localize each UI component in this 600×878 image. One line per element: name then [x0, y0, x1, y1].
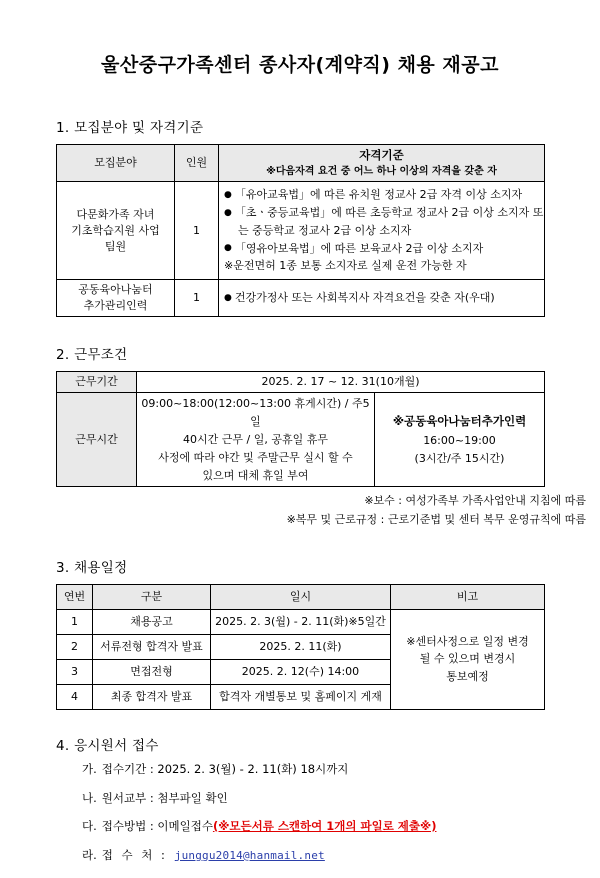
item-value: 2025. 2. 3(월) - 2. 11(화) 18시까지 — [157, 762, 349, 777]
criteria-line-continuation: 는 중등학교 정교사 2급 이상 소지자 — [238, 223, 412, 237]
list-item-application-period — [82, 764, 600, 793]
work-hours-line: 40시간 근무 / 일, 공휴일 휴무 — [183, 432, 328, 446]
schedule-datetime-4: 합격자 개별통보 및 홈페이지 게재 — [211, 684, 391, 709]
section-4-heading: 4. 응시원서 접수 — [56, 737, 159, 754]
column-header-no: 연번 — [57, 584, 93, 609]
criteria-line — [224, 204, 544, 222]
table-row — [57, 393, 545, 487]
criteria-header-sub: ※다음자격 요건 중 어느 하나 이상의 자격을 갖춘 자 — [266, 166, 497, 178]
column-header-division: 구분 — [93, 584, 211, 609]
work-conditions-table — [56, 371, 545, 487]
criteria-line — [224, 289, 541, 307]
field-name-cell-1 — [57, 182, 175, 280]
remarks-line: 통보예정 — [446, 670, 489, 684]
work-hours-secondary-role — [375, 393, 545, 487]
bullet-icon: ● — [224, 207, 232, 218]
section-2-heading: 2. 근무조건 — [56, 347, 128, 364]
criteria-line — [224, 186, 541, 204]
item-marker: 다. — [82, 819, 97, 834]
table-row — [57, 372, 545, 393]
table-header-row — [57, 584, 545, 609]
field-line: 팀원 — [104, 239, 127, 253]
item-marker: 라. — [82, 847, 97, 862]
schedule-division-3: 면접전형 — [93, 659, 211, 684]
schedule-datetime-1: 2025. 2. 3(월) - 2. 11(화)※5일간 — [211, 609, 391, 634]
bullet-icon: ● — [224, 292, 232, 303]
table-row — [57, 609, 545, 634]
schedule-no-3: 3 — [57, 659, 93, 684]
item-label: 접수방법 : — [101, 819, 154, 834]
work-conditions-notes — [0, 487, 600, 528]
list-item-form-distribution — [82, 790, 600, 822]
bullet-icon: ● — [224, 243, 232, 254]
note-line-regulations: ※복무 및 근로규정 : 근로기준법 및 센터 복무 운영규칙에 따름 — [286, 512, 586, 526]
field-line: 공동육아나눔터 — [78, 283, 153, 297]
field-name-cell-2 — [57, 280, 175, 317]
table-header-row — [57, 144, 545, 181]
list-item-submission-address — [82, 847, 600, 878]
field-count-cell-1: 1 — [175, 182, 219, 280]
field-line: 기초학습지원 사업 — [71, 223, 160, 237]
section-3-heading: 3. 채용일정 — [56, 559, 128, 576]
schedule-division-4: 최종 합격자 발표 — [93, 684, 211, 709]
field-line: 추가관리인력 — [83, 299, 148, 313]
work-hours-line: 있으며 대체 휴일 부여 — [202, 468, 309, 482]
item-marker: 가. — [82, 762, 97, 777]
remarks-line: ※센터사정으로 일정 변경 — [406, 634, 529, 648]
recruitment-schedule-table — [56, 584, 545, 710]
criteria-cell-1 — [219, 182, 545, 280]
table-row — [57, 280, 545, 317]
column-header-remarks: 비고 — [391, 584, 545, 609]
criteria-text: 「영유아보육법」에 따른 보육교사 2급 이상 소지자 — [234, 241, 484, 255]
schedule-no-2: 2 — [57, 634, 93, 659]
column-header-field: 모집분야 — [57, 144, 175, 181]
list-item-submission-method — [82, 821, 600, 850]
field-line: 다문화가족 자녀 — [76, 207, 155, 221]
item-label: 원서교부 : — [101, 790, 154, 805]
page-title: 울산중구가족센터 종사자(계약직) 채용 재공고 — [101, 54, 499, 76]
item-marker: 나. — [82, 790, 97, 805]
application-details-list — [0, 754, 600, 878]
table-row — [57, 182, 545, 280]
schedule-no-4: 4 — [57, 684, 93, 709]
section-1-heading: 1. 모집분야 및 자격기준 — [56, 119, 204, 136]
bullet-icon: ● — [224, 189, 232, 200]
item-label: 접 수 처 : — [101, 847, 168, 862]
field-count-cell-2: 1 — [175, 280, 219, 317]
column-header-datetime: 일시 — [211, 584, 391, 609]
submission-emphasis-note: (※모든서류 스캔하여 1개의 파일로 제출※) — [212, 819, 437, 834]
note-line-salary: ※보수 : 여성가족부 가족사업안내 지침에 따름 — [364, 494, 586, 508]
column-header-count: 인원 — [175, 144, 219, 181]
criteria-header-main: 자격기준 — [359, 147, 404, 162]
criteria-text: 「유아교육법」에 따른 유치원 정교사 2급 자격 이상 소지자 — [234, 188, 523, 202]
item-value: 이메일접수 — [157, 819, 213, 834]
work-period-value: 2025. 2. 17 ~ 12. 31(10개월) — [137, 372, 545, 393]
schedule-division-2: 서류전형 합격자 발표 — [93, 634, 211, 659]
item-value: 첨부파일 확인 — [157, 790, 228, 805]
remarks-line: 될 수 있으며 변경시 — [419, 652, 516, 666]
secondary-role-weekly: (3시간/주 15시간) — [414, 451, 505, 465]
email-link[interactable]: junggu2014@hanmail.net — [174, 848, 325, 862]
criteria-line — [224, 240, 541, 258]
item-label: 접수기간 : — [101, 762, 154, 777]
work-hours-line: 사정에 따라 야간 및 주말근무 실시 할 수 — [158, 450, 353, 464]
criteria-text: 건강가정사 또는 사회복지사 자격요건을 갖춘 자(우대) — [234, 291, 495, 305]
criteria-text: 「초ㆍ중등교육법」에 따른 초등학교 정교사 2급 이상 소지자 또 — [234, 206, 544, 220]
criteria-cell-2 — [219, 280, 545, 317]
row-label-work-period: 근무기간 — [57, 372, 137, 393]
criteria-note-line: ※운전면허 1종 보통 소지자로 실제 운전 가능한 자 — [224, 259, 467, 273]
recruitment-fields-table — [56, 144, 545, 317]
schedule-datetime-2: 2025. 2. 11(화) — [211, 634, 391, 659]
secondary-role-title: ※공동육아나눔터추가인력 — [392, 414, 527, 429]
column-header-criteria — [219, 144, 545, 181]
schedule-datetime-3: 2025. 2. 12(수) 14:00 — [211, 659, 391, 684]
schedule-remarks-cell — [391, 609, 545, 709]
schedule-no-1: 1 — [57, 609, 93, 634]
work-hours-value — [137, 393, 375, 487]
row-label-work-hours: 근무시간 — [57, 393, 137, 487]
schedule-division-1: 채용공고 — [93, 609, 211, 634]
work-hours-line: 09:00~18:00(12:00~13:00 휴게시간) / 주5일 — [141, 397, 370, 429]
secondary-role-hours: 16:00~19:00 — [423, 433, 496, 447]
